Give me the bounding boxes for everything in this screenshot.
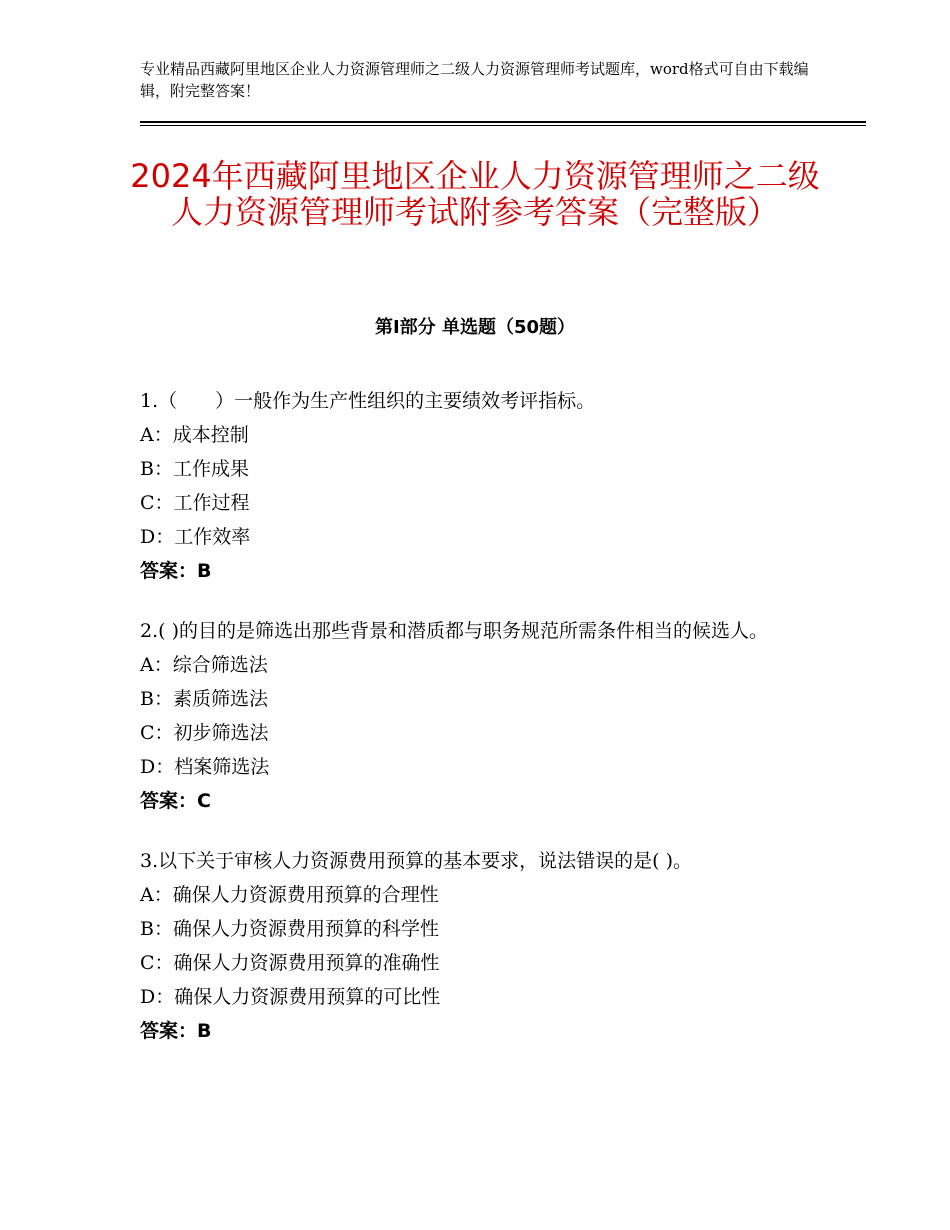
option-c: C：初步筛选法 xyxy=(140,722,269,744)
option-b: B：确保人力资源费用预算的科学性 xyxy=(140,918,439,940)
option-b: B：工作成果 xyxy=(140,458,249,480)
option-a: A：确保人力资源费用预算的合理性 xyxy=(140,884,439,906)
option-c: C：工作过程 xyxy=(140,492,250,514)
answer: 答案：B xyxy=(140,1020,212,1042)
option-b: B：素质筛选法 xyxy=(140,688,268,710)
header-rule-thick xyxy=(140,121,866,123)
answer: 答案：C xyxy=(140,790,211,812)
option-d: D：工作效率 xyxy=(140,526,251,548)
option-d: D：确保人力资源费用预算的可比性 xyxy=(140,986,441,1008)
option-a: A：成本控制 xyxy=(140,424,249,446)
question-2 xyxy=(140,614,820,818)
question-1 xyxy=(140,384,820,588)
answer: 答案：B xyxy=(140,560,212,582)
question-list xyxy=(140,384,820,1074)
section-title: 第Ⅰ部分 单选题（50题） xyxy=(374,317,575,338)
question-3 xyxy=(140,844,820,1048)
question-stem: 1.（ ）一般作为生产性组织的主要绩效考评指标。 xyxy=(140,390,596,412)
header-rule-thin xyxy=(140,125,866,126)
option-c: C：确保人力资源费用预算的准确性 xyxy=(140,952,440,974)
question-stem: 2.( )的目的是筛选出那些背景和潜质都与职务规范所需条件相当的候选人。 xyxy=(140,620,768,642)
option-d: D：档案筛选法 xyxy=(140,756,270,778)
header-note: 专业精品西藏阿里地区企业人力资源管理师之二级人力资源管理师考试题库，word格式可自由下载编辑，附完整答案！ xyxy=(140,60,809,100)
document-title: 2024年西藏阿里地区企业人力资源管理师之二级人力资源管理师考试附参考答案（完整版） xyxy=(130,157,820,231)
question-stem: 3.以下关于审核人力资源费用预算的基本要求，说法错误的是( )。 xyxy=(140,850,692,872)
option-a: A：综合筛选法 xyxy=(140,654,268,676)
